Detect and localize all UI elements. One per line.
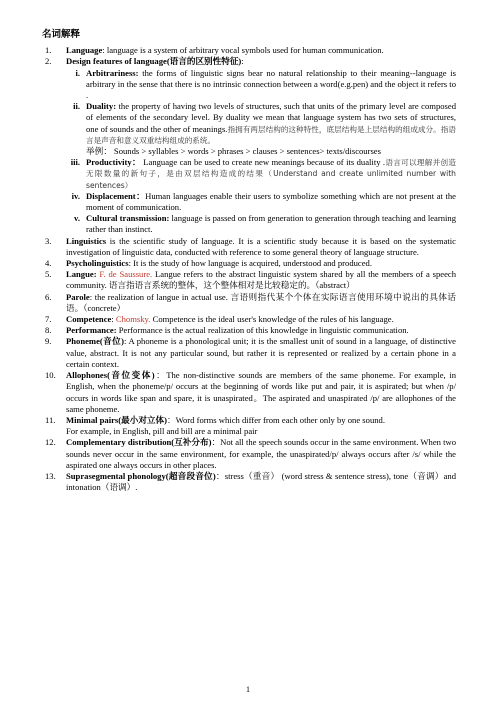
- item-number: 5.: [45, 269, 52, 280]
- item-number: 3.: [45, 235, 52, 246]
- item-author: Chomsky.: [115, 314, 151, 325]
- list-item: [42, 236, 456, 258]
- item-number: 7.: [45, 314, 52, 325]
- sub-chinese-text: 指拥有两层结构的这种特性，底层结构是上层结构的组成成分。指语言是声音和意义双重结构组成的系统。: [86, 124, 456, 145]
- list-item: [42, 336, 456, 370]
- item-text: ：The non-distinctive sounds are members of the same phoneme. For example, in English, when the phoneme/p/ occurs at the beginning of words like put and pair, it is aspirated; but when /p/ occurs in words like span and spare, it is unaspirated。The aspirated and unaspirated /p/ are allophones of the same phoneme.: [66, 370, 457, 414]
- item-number: 4.: [45, 258, 52, 269]
- item-number: 11.: [45, 414, 56, 425]
- roman-number: iv.: [71, 190, 80, 201]
- sub-text: Human languages enable their users to symbolize something which are not present at the moment of communication.: [86, 190, 456, 213]
- list-item: [42, 292, 456, 314]
- list-item: [42, 437, 456, 471]
- sub-term: Productivity：: [86, 157, 141, 168]
- page-number: 1: [246, 685, 250, 694]
- item-term: Allophones(音位变体): [66, 370, 155, 381]
- item-term: Psycholinguistics: [66, 258, 129, 269]
- item-number: 8.: [45, 325, 52, 336]
- list-item: [42, 415, 456, 437]
- item-text: : A phoneme is a phonological unit; it is the smallest unit of sound in a language, of distinctive value, abstract. It is not any particular sound, but rather it is represented or realized by a certain phone in a certain context.: [66, 336, 456, 369]
- item-term: Parole: [66, 291, 90, 302]
- item-number: 10.: [45, 370, 56, 381]
- list-item: [42, 258, 456, 269]
- item-text: is the scientific study of language. It is a scientific study because it is based on the systematic investigation of linguistic data, conducted with reference to some general theory of language structure.: [66, 235, 456, 257]
- document-body: [42, 30, 456, 493]
- item-number: 12.: [45, 437, 56, 448]
- item-author: F. de Saussure.: [99, 269, 153, 280]
- sub-example: 举例： Sounds > syllables > words > phrases > clauses > sentences> texts/discourses: [86, 146, 381, 157]
- sub-term: Duality:: [86, 101, 117, 112]
- item-text: :: [241, 56, 244, 67]
- item-text: : It is the study of how language is acquired, understood and produced.: [128, 258, 372, 269]
- roman-number: ii.: [73, 101, 80, 112]
- sub-text: language is passed on from generation to generation through teaching and learning rather than instinct.: [86, 213, 456, 235]
- list-item: [42, 269, 456, 291]
- list-item: [42, 56, 456, 67]
- page-title: 名词解释: [42, 30, 81, 40]
- roman-number: v.: [74, 213, 80, 224]
- list-item: [42, 471, 456, 493]
- item-text: Langue refers to the abstract linguistic system shared by all the members of a speech community. 语言指语言系统的整体，这个整体相对是比较稳定的。（abstract）: [66, 269, 456, 291]
- sub-term: Displacement：: [86, 190, 146, 201]
- roman-number: i.: [75, 67, 80, 78]
- sublist-item: [42, 191, 456, 213]
- sub-text: the forms of linguistic signs bear no natural relationship to their meaning--language is arbitrary in the sense that there is no intrinsic connection between a word(e.g.pen) and the object it refers to .: [86, 67, 456, 101]
- item-term: Minimal pairs(最小对立体): [66, 414, 167, 425]
- item-number: 9.: [45, 336, 52, 347]
- item-text: : language is a system of arbitrary vocal symbols used for human communication.: [102, 45, 384, 56]
- sub-text: Language can be used to create new meanings because of its duality .: [140, 157, 386, 168]
- sublist-item: [42, 213, 456, 235]
- sublist-item: [42, 68, 456, 102]
- sub-term: Cultural transmission:: [86, 213, 170, 224]
- item-text: ：Word forms which differ from each other only by one sound.: [166, 414, 385, 425]
- sub-text: the property of having two levels of structures, such that units of the primary level are composed of elements of the secondary level. By duality we mean that language system has two sets of structures, one of sounds and the other of meanings.: [86, 101, 456, 134]
- item-number: 13.: [45, 470, 56, 481]
- item-term: Performance:: [66, 325, 117, 336]
- item-term: Phoneme(音位): [66, 336, 124, 347]
- item-number: 6.: [45, 291, 52, 302]
- item-term: Competence: [66, 314, 112, 325]
- item-number: 2.: [45, 56, 52, 67]
- item-term: Language: [66, 45, 103, 56]
- item-term: Linguistics: [66, 235, 107, 246]
- item-example: For example, in English, pill and bill are a minimal pair: [66, 426, 258, 437]
- item-text: Performance is the actual realization of this knowledge in linguistic communication.: [116, 325, 409, 336]
- list-item: [42, 370, 456, 415]
- sublist-item: [42, 101, 456, 157]
- item-term: Complementary distribution(互补分布): [66, 437, 212, 448]
- item-text: : the realization of langue in actual use. 言语则指代某个个体在实际语言使用环境中说出的具体话语。（concrete）: [66, 291, 456, 313]
- item-term: Langue:: [66, 269, 97, 280]
- item-text: ：stress（重音） (word stress & sentence stress), tone（音调）and intonation（语调）.: [66, 470, 456, 493]
- roman-number: iii.: [70, 157, 80, 168]
- sublist-item: [42, 157, 456, 191]
- item-text: Competence is the ideal user's knowledge of the rules of his language.: [150, 314, 394, 325]
- item-number: 1.: [45, 45, 52, 56]
- sub-chinese-text: 语言可以理解并创造无限数量的新句子，是由双层结构造成的结果（Understand and create unlimited number with sentences）: [86, 158, 457, 190]
- list-item: [42, 45, 456, 56]
- sub-term: Arbitrariness:: [86, 67, 139, 78]
- item-text: ：Not all the speech sounds occur in the same environment. When two sounds never occur in the same environment, for example, the unaspirated/p/ always occurs after /s/ while the aspirated one always occurs in other places.: [66, 437, 456, 470]
- item-term: Design features of language(语言的区别性特征): [66, 56, 242, 67]
- list-item: [42, 325, 456, 336]
- item-term: Suprasegmental phonology(超音段音位): [66, 470, 216, 481]
- list-item: 7. Competence: Chomsky. Competence is the ideal user's knowledge of the rules of his language.: [45, 314, 394, 325]
